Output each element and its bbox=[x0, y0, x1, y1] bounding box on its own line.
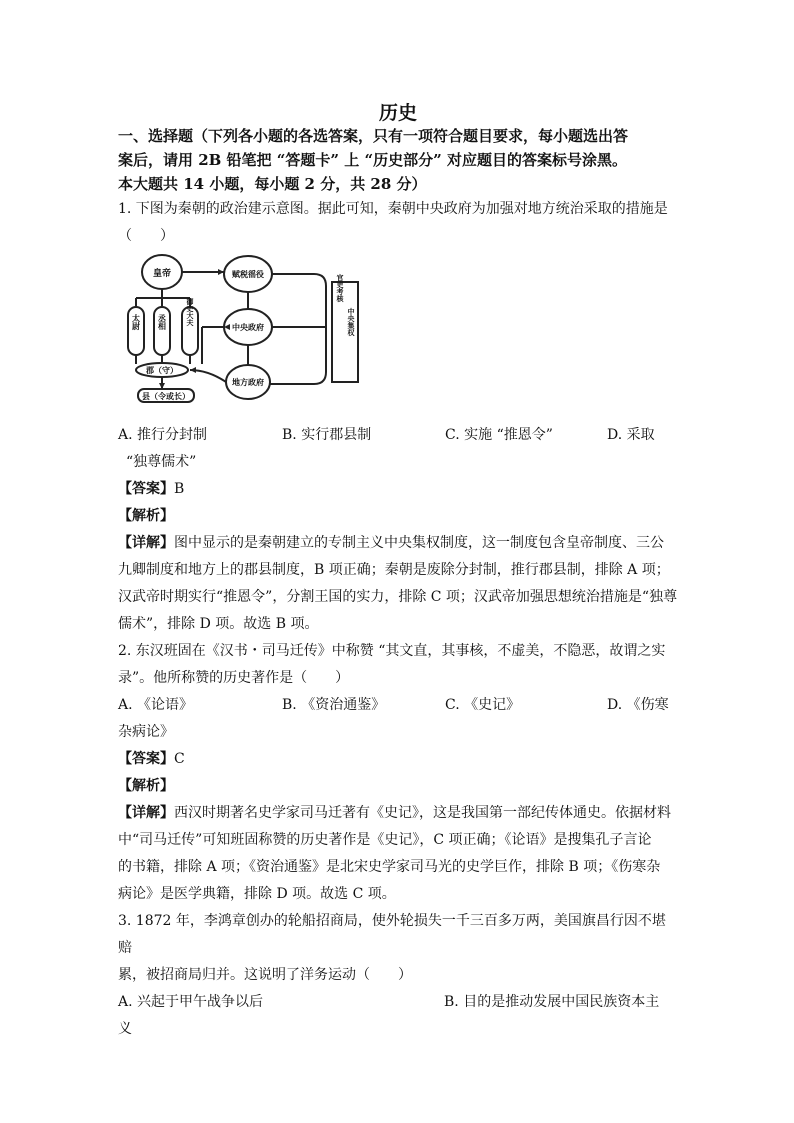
q1-analysis-label: 【解析】 bbox=[118, 508, 174, 524]
q2-option-d-cont: 杂病论》 bbox=[118, 724, 174, 740]
q2-detail bbox=[118, 800, 678, 827]
answer-label: 【答案】 bbox=[118, 481, 174, 497]
answer-value: C bbox=[174, 751, 185, 767]
q1-option-d-cont: “独尊儒术” bbox=[126, 454, 197, 470]
fig-emperor: 皇帝 bbox=[152, 269, 172, 279]
q2-stem-line-2: 录”。他所称赞的历史著作是（ ） bbox=[118, 670, 350, 686]
section-heading bbox=[118, 124, 678, 196]
fig-right-2: 中央集权 bbox=[347, 308, 355, 336]
q2-answer bbox=[118, 746, 678, 773]
fig-right-1: 官吏考核 bbox=[336, 274, 344, 302]
q1-options bbox=[118, 422, 678, 449]
q2-option-c[interactable]: C. 《史记》 bbox=[445, 697, 521, 713]
q1-detail bbox=[118, 530, 678, 557]
fig-jun: 郡（守） bbox=[146, 366, 178, 375]
q2-detail-line-2: 中“司马迁传”可知班固称赞的历史著作是《史记》，C 项正确；《论语》是搜集孔子言论 bbox=[118, 832, 652, 848]
q3-option-b-cont: 义 bbox=[118, 1021, 132, 1037]
q1-stem-line-2: （ ） bbox=[118, 228, 174, 244]
qin-political-diagram bbox=[118, 252, 368, 412]
section-line-3: 本大题共 14 小题，每小题 2 分，共 28 分） bbox=[118, 175, 427, 193]
fig-top: 赋税徭役 bbox=[232, 270, 264, 279]
answer-value: B bbox=[174, 481, 185, 497]
q1-detail-line-2: 九卿制度和地方上的郡县制度，B 项正确；秦朝是废除分封制，推行郡县制，排除 A 项； bbox=[118, 562, 670, 578]
q3-stem-line-1: 3. 1872 年，李鸿章创办的轮船招商局，使外轮损失一千三百多万两，美国旗昌行因不堪赔 bbox=[118, 913, 666, 956]
detail-label: 【详解】 bbox=[118, 805, 174, 821]
q2-detail-line-4: 病论》是医学典籍，排除 D 项。故选 C 项。 bbox=[118, 886, 396, 902]
q1-option-d[interactable]: D. 采取 bbox=[607, 427, 655, 443]
q2-detail-line-3: 的书籍，排除 A 项；《资治通鉴》是北宋史学家司马光的史学巨作，排除 B 项；《伤寒杂 bbox=[118, 859, 661, 875]
q2-detail-line-1: 西汉时期著名史学家司马迁著有《史记》，这是我国第一部纪传体通史。依据材料 bbox=[174, 805, 671, 821]
question-3 bbox=[118, 908, 678, 1043]
q3-options bbox=[118, 989, 678, 1016]
q1-detail-line-1: 图中显示的是秦朝建立的专制主义中央集权制度，这一制度包含皇帝制度、三公 bbox=[174, 535, 664, 551]
q1-detail-line-4: 儒术”，排除 D 项。故选 B 项。 bbox=[118, 616, 319, 632]
q2-option-d[interactable]: D. 《伤寒 bbox=[607, 697, 669, 713]
q1-option-c[interactable]: C. 实施 “推恩令” bbox=[445, 427, 553, 443]
page-title: 历史 bbox=[378, 102, 417, 124]
fig-center: 中央政府 bbox=[232, 323, 264, 332]
q3-stem-line-2: 累，被招商局归并。这说明了洋务运动（ ） bbox=[118, 967, 412, 983]
fig-taiwei: 太尉 bbox=[131, 314, 141, 330]
q1-answer bbox=[118, 476, 678, 503]
document-page bbox=[118, 92, 678, 1043]
q1-detail-line-3: 汉武帝时期实行“推恩令”，分割王国的实力，排除 C 项；汉武帝加强思想统治措施是“独尊 bbox=[118, 589, 678, 605]
fig-xian: 县（令或长） bbox=[142, 392, 190, 401]
detail-label: 【详解】 bbox=[118, 535, 174, 551]
q2-stem-line-1: 2. 东汉班固在《汉书・司马迁传》中称赞 “其文直，其事核，不虚美，不隐恶，故谓之实 bbox=[118, 643, 666, 659]
fig-yushidaifu: 御史大夫 bbox=[186, 298, 194, 326]
fig-chengxiang: 丞相 bbox=[157, 314, 167, 330]
q3-option-a[interactable]: A. 兴起于甲午战争以后 bbox=[118, 994, 264, 1010]
q2-options bbox=[118, 692, 678, 719]
q1-option-b[interactable]: B. 实行郡县制 bbox=[282, 427, 372, 443]
q2-option-a[interactable]: A. 《论语》 bbox=[118, 697, 194, 713]
section-line-1: 一、选择题（下列各小题的各选答案，只有一项符合题目要求，每小题选出答 bbox=[118, 127, 629, 145]
q1-option-a[interactable]: A. 推行分封制 bbox=[118, 427, 208, 443]
q3-option-b[interactable]: B. 目的是推动发展中国民族资本主 bbox=[444, 994, 660, 1010]
answer-label: 【答案】 bbox=[118, 751, 174, 767]
q2-analysis-label: 【解析】 bbox=[118, 778, 174, 794]
q1-stem-line-1: 1. 下图为秦朝的政治建示意图。据此可知，秦朝中央政府为加强对地方统治采取的措施是 bbox=[118, 201, 668, 217]
section-line-2: 案后，请用 2B 铅笔把 “答题卡” 上 “历史部分” 对应题目的答案标号涂黑。 bbox=[118, 151, 627, 169]
question-2 bbox=[118, 638, 678, 908]
fig-local: 地方政府 bbox=[232, 378, 264, 387]
question-1 bbox=[118, 196, 678, 638]
q2-option-b[interactable]: B. 《资治通鉴》 bbox=[282, 697, 386, 713]
